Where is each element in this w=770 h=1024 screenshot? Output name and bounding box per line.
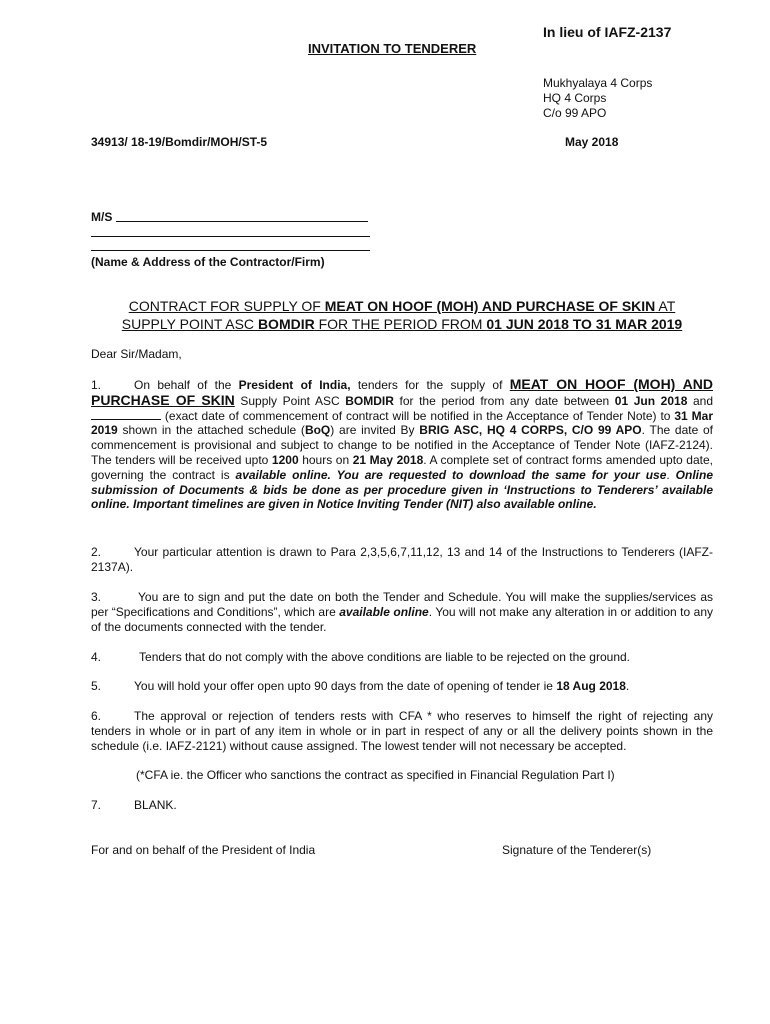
para-text: . A complete set of contract forms amended upto date, governing the contract is <box>91 452 713 482</box>
para-bold: BoQ <box>304 423 331 438</box>
para-text: (exact date of commencement of contract will be notified in the Acceptance of Tender Note) to <box>161 408 675 423</box>
para-text: hours on <box>298 452 353 467</box>
footer-president: For and on behalf of the President of India <box>91 843 316 857</box>
subject-text: FOR THE PERIOD FROM <box>314 316 487 332</box>
para-text: and <box>687 393 713 408</box>
paragraph-4 <box>91 650 713 665</box>
subject-text: CONTRACT FOR SUPPLY OF <box>128 298 325 314</box>
para-number: 2. <box>91 545 102 559</box>
para-text: Tenders that do not comply with the above conditions are liable to be rejected on the ground. <box>139 650 630 664</box>
document-title: INVITATION TO TENDERER <box>308 41 477 56</box>
para-bold-italic: available online <box>339 605 429 619</box>
para-text: You will hold your offer open upto 90 days from the date of opening of tender ie <box>134 679 557 693</box>
footer-signature-label: Signature of the Tenderer(s) <box>502 843 652 857</box>
para-number: 7. <box>91 798 102 812</box>
address-line-1: Mukhyalaya 4 Corps <box>543 76 653 90</box>
paragraph-5 <box>91 679 713 694</box>
para-text: You are to sign and put the date on both the Tender and Schedule. You will make the supplies/services as per “Specifications and Conditions”, which are <box>91 590 713 619</box>
address-blank-line-3 <box>91 250 370 251</box>
paragraph-1 <box>91 377 713 512</box>
para-bold-italic: available online. You are requested to download the same for your use <box>235 467 667 482</box>
para-text: shown in the attached schedule ( <box>117 423 305 438</box>
para-text: ) are invited By <box>330 423 420 438</box>
paragraph-6 <box>91 709 713 754</box>
para-number: 1. <box>91 378 102 392</box>
address-line-2: HQ 4 Corps <box>543 91 607 105</box>
subject-line-1 <box>88 297 716 315</box>
para-number: 4. <box>91 650 102 664</box>
reference-number: 34913/ 18-19/Bomdir/MOH/ST-5 <box>91 135 268 149</box>
address-blank-line-1 <box>116 221 368 222</box>
para-number: 6. <box>91 709 102 723</box>
para-text: Your particular attention is drawn to Para 2,3,5,6,7,11,12, 13 and 14 of the Instructions to Tenderers (IAFZ-2137A). <box>91 545 713 574</box>
subject-period-bold: 01 JUN 2018 TO 31 MAR 2019 <box>486 316 683 332</box>
para-bold: 31 Mar 2019 <box>91 408 713 438</box>
para-text: BLANK. <box>134 798 177 812</box>
para-bold: 1200 <box>271 452 299 467</box>
subject-item-bold: MEAT ON HOOF (MOH) AND PURCHASE OF SKIN <box>324 298 656 314</box>
para-bold: BRIG ASC, HQ 4 CORPS, C/O 99 APO <box>419 423 642 438</box>
para-text: Supply Point ASC <box>234 393 346 408</box>
subject-text: SUPPLY POINT ASC <box>121 316 258 332</box>
subject-line-2 <box>88 315 716 333</box>
para-bold-italic: Online submission of Documents & bids be done as per procedure given in ‘Instructions to Tenderers’ available online. Important timelines are given in Notice Inviting Tender (NIT) also available online. <box>91 467 713 512</box>
in-lieu-label: In lieu of IAFZ-2137 <box>543 24 672 40</box>
item-name-emphasis: MEAT ON HOOF (MOH) AND PURCHASE OF SKIN <box>91 376 714 408</box>
para-text: The approval or rejection of tenders rests with CFA * who reserves to himself the right of rejecting any tenders in whole or in part of any item in whole or in part in respect of any or all the delivery points shown in the schedule (i.e. IAFZ-2121) without cause assigned. The lowest tender will not necessary be accepted. <box>91 709 713 753</box>
para-text: On behalf of the <box>134 378 239 392</box>
paragraph-3 <box>91 590 713 635</box>
paragraph-2 <box>91 545 713 575</box>
address-line-3: C/o 99 APO <box>543 106 607 120</box>
cfa-note: (*CFA ie. the Officer who sanctions the contract as specified in Financial Regulation Part I) <box>136 768 615 782</box>
address-caption: (Name & Address of the Contractor/Firm) <box>91 255 325 269</box>
para-number: 3. <box>91 590 102 604</box>
subject-text: AT <box>655 298 676 314</box>
para-text: . <box>625 679 630 693</box>
para-text: . <box>666 467 676 482</box>
para-bold: 18 Aug 2018 <box>556 679 626 693</box>
para-bold: BOMDIR <box>345 393 394 408</box>
letter-date: May 2018 <box>565 135 619 149</box>
para-bold: 21 May 2018 <box>352 452 424 467</box>
subject-heading <box>88 297 716 333</box>
para-text: . You will not make any alteration in or addition to any of the documents connected with the tender. <box>91 605 713 634</box>
paragraph-7 <box>91 798 177 813</box>
para-number: 5. <box>91 679 102 693</box>
salutation: Dear Sir/Madam, <box>91 347 182 361</box>
para-text: tenders for the supply of <box>350 378 510 392</box>
para-bold: 01 Jun 2018 <box>614 393 688 408</box>
office-address <box>543 76 652 121</box>
para-text: for the period from any date between <box>393 393 615 408</box>
address-blank-line-2 <box>91 236 370 237</box>
date-blank-line <box>91 409 161 420</box>
para-bold: President of India, <box>238 378 351 392</box>
subject-location-bold: BOMDIR <box>257 316 315 332</box>
para-text: . The date of commencement is provisional and subject to change to be notified in the Acceptance of Tender Note (IAFZ-2124). The tenders will be received upto <box>91 423 714 467</box>
ms-label: M/S <box>91 210 113 224</box>
